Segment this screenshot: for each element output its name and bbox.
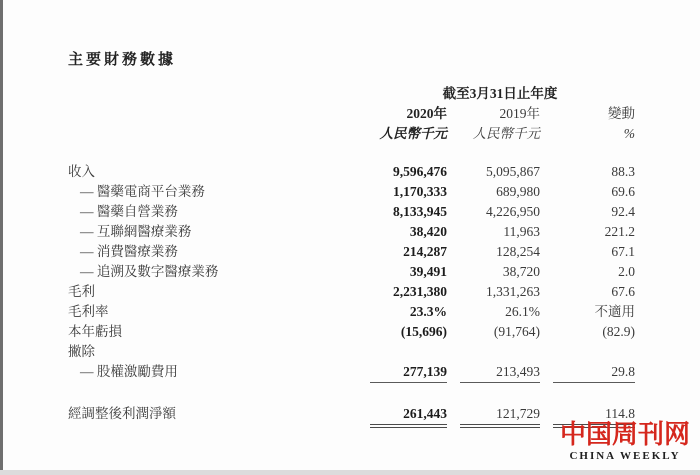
row-value-2019: 121,729	[460, 404, 540, 428]
page-bottom-edge	[0, 470, 700, 475]
watermark	[554, 421, 696, 463]
row-value-change: 221.2	[604, 224, 635, 239]
row-value-2020: (15,696)	[400, 324, 447, 339]
row-value-change: (82.9)	[602, 324, 635, 339]
table-row	[68, 222, 635, 242]
row-value-2020: 9,596,476	[393, 164, 447, 179]
period-header: 截至3月31日止年度	[442, 86, 558, 101]
row-value-2019: 26.1%	[505, 304, 540, 319]
row-label: — 醫藥自營業務	[80, 204, 178, 219]
table-unit-header-row	[68, 124, 635, 144]
row-label: 撇除	[68, 344, 95, 359]
row-value-2019: 4,226,950	[486, 204, 540, 219]
financial-table	[68, 84, 635, 424]
row-value-2019: 213,493	[460, 362, 540, 383]
row-label: 收入	[68, 164, 95, 179]
row-label: 毛利	[68, 284, 95, 299]
row-value-2020: 8,133,945	[393, 204, 447, 219]
table-row	[68, 182, 635, 202]
row-value-2019: 11,963	[503, 224, 540, 239]
row-value-2019: 38,720	[502, 264, 540, 279]
row-label: 毛利率	[68, 304, 109, 319]
row-value-2020: 1,170,333	[393, 184, 447, 199]
row-value-2019: 1,331,263	[486, 284, 540, 299]
row-value-2020: 38,420	[409, 224, 447, 239]
table-row	[68, 362, 635, 382]
unit-header-2019: 人民幣千元	[472, 126, 540, 141]
row-value-change: 67.6	[611, 284, 635, 299]
row-label: 本年虧損	[68, 324, 122, 339]
section-title: 主要財務數據	[68, 52, 177, 68]
unit-header-2020: 人民幣千元	[379, 126, 447, 141]
col-header-2020: 2020年	[406, 106, 447, 121]
row-value-2019: 689,980	[496, 184, 540, 199]
table-period-header-row	[68, 84, 635, 104]
table-row	[68, 162, 635, 182]
table-row	[68, 242, 635, 262]
table-row	[68, 302, 635, 322]
watermark-english-label: CHINA WEEKLY	[569, 450, 681, 462]
table-row	[68, 262, 635, 282]
table-row	[68, 202, 635, 222]
row-value-2019: 5,095,867	[486, 164, 540, 179]
row-label: 經調整後利潤淨額	[68, 406, 176, 421]
row-value-2020: 2,231,380	[393, 284, 447, 299]
row-value-2020: 277,139	[370, 362, 447, 383]
table-row	[68, 322, 635, 342]
row-value-2020: 214,287	[403, 244, 447, 259]
row-label: — 互聯網醫療業務	[80, 224, 192, 239]
col-header-change: 變動	[608, 106, 635, 121]
col-header-2019: 2019年	[499, 106, 540, 121]
row-label: — 股權激勵費用	[80, 364, 178, 379]
header-body-gap	[68, 144, 635, 162]
row-value-2020: 261,443	[370, 404, 447, 428]
row-label: — 消費醫療業務	[80, 244, 178, 259]
row-value-2019: 128,254	[496, 244, 540, 259]
table-row	[68, 342, 635, 362]
row-label: — 醫藥電商平台業務	[80, 184, 205, 199]
row-value-change: 不適用	[594, 304, 635, 319]
row-value-2020: 39,491	[409, 264, 447, 279]
row-value-change: 69.6	[611, 184, 635, 199]
page-left-edge	[0, 0, 3, 475]
row-value-change: 88.3	[611, 164, 635, 179]
subtotal-gap	[68, 382, 635, 404]
row-value-change: 114.8	[553, 404, 635, 428]
row-value-change: 92.4	[611, 204, 635, 219]
row-value-change: 2.0	[618, 264, 635, 279]
row-value-2020: 23.3%	[409, 304, 447, 319]
row-value-change: 29.8	[553, 362, 635, 383]
row-value-change: 67.1	[611, 244, 635, 259]
table-row-total	[68, 404, 635, 424]
row-value-2019: (91,764)	[493, 324, 540, 339]
unit-header-change: %	[623, 126, 635, 141]
table-year-header-row	[68, 104, 635, 124]
row-label: — 追溯及數字醫療業務	[80, 264, 219, 279]
table-row	[68, 282, 635, 302]
watermark-chinese-logo: 中国周刊网	[559, 420, 690, 450]
